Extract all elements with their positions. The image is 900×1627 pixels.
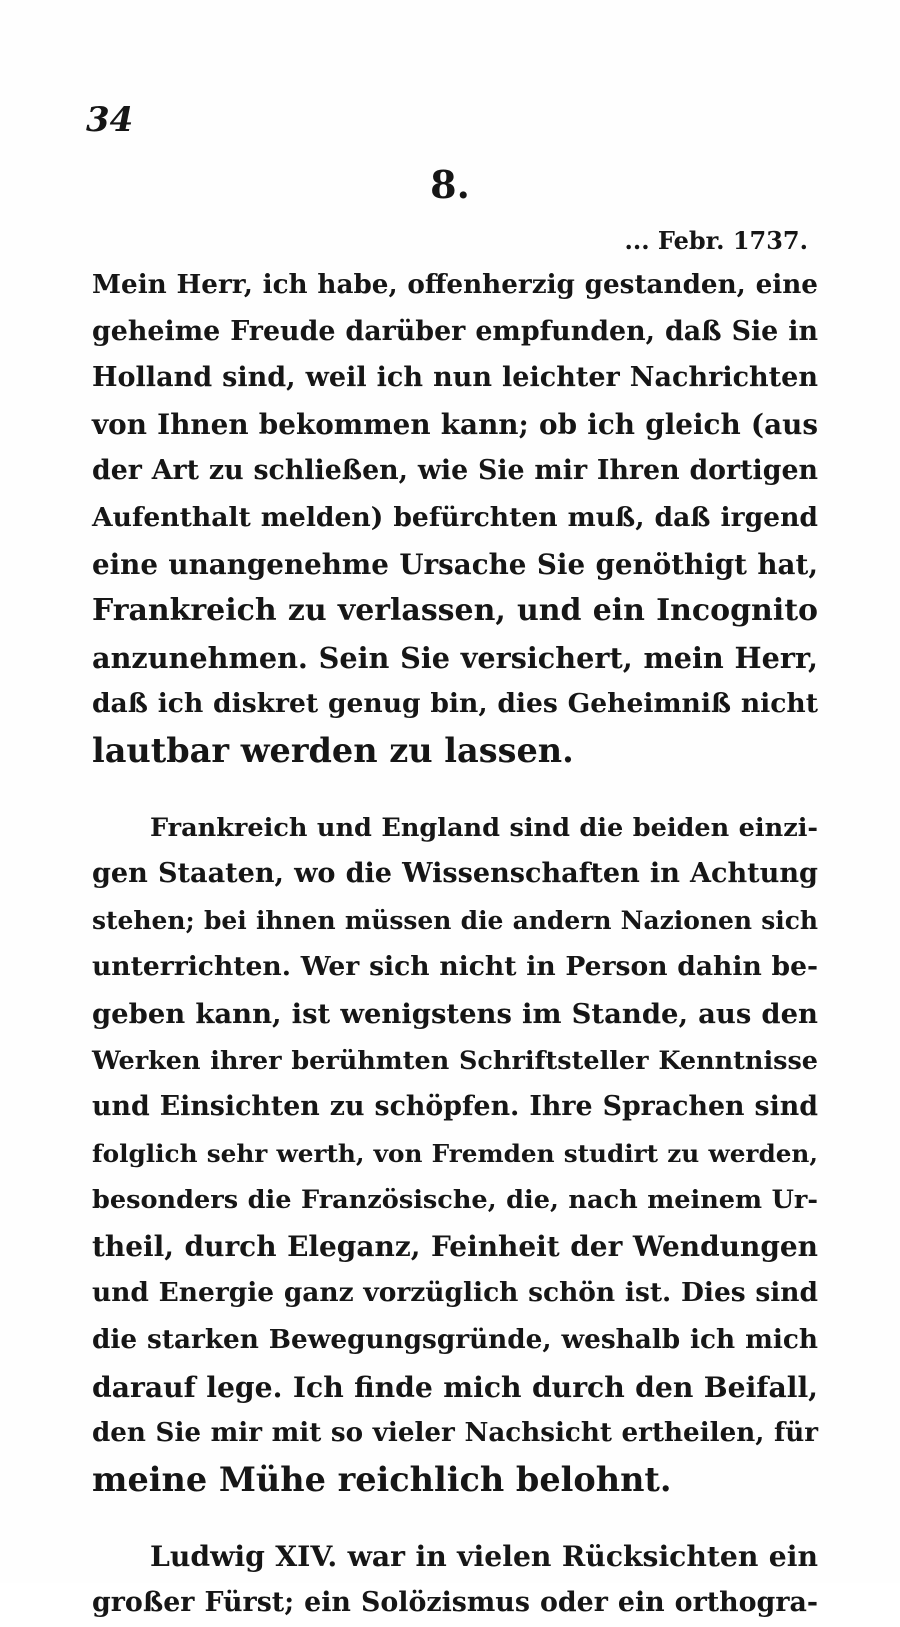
- text-line: eine unangenehme Ursache Sie genöthigt hat,: [92, 547, 818, 581]
- text-line: gen Staaten, wo die Wissenschaften in Achtung: [92, 858, 818, 890]
- text-line: theil, durch Eleganz, Feinheit der Wendungen: [92, 1229, 818, 1263]
- letter-dateline: ... Febr. 1737.: [624, 226, 808, 255]
- text-line: besonders die Französische, die, nach meinem Ur-: [92, 1185, 818, 1216]
- text-line: unterrichten. Wer sich nicht in Person dahin be-: [92, 951, 818, 983]
- text-line: lautbar werden zu lassen.: [92, 730, 574, 770]
- page-number: 34: [86, 100, 134, 140]
- text-line: von Ihnen bekommen kann; ob ich gleich (aus: [92, 407, 818, 441]
- text-line: und Einsichten zu schöpfen. Ihre Sprachen sind: [92, 1091, 818, 1123]
- text-line: daß ich diskret genug bin, dies Geheimniß nicht: [92, 688, 818, 720]
- text-line: den Sie mir mit so vieler Nachsicht ertheilen, für: [92, 1417, 818, 1449]
- paragraph-gap: [92, 1503, 818, 1533]
- text-line: Werken ihrer berühmten Schriftsteller Kenntnisse: [92, 1045, 818, 1076]
- text-line: Holland sind, weil ich nun leichter Nachrichten: [92, 362, 818, 394]
- text-line: Frankreich zu verlassen, und ein Incognito: [92, 593, 818, 629]
- paragraph-gap: [92, 775, 818, 805]
- text-line: darauf lege. Ich finde mich durch den Beifall,: [92, 1369, 818, 1404]
- text-line: und Energie ganz vorzüglich schön ist. Dies sind: [92, 1277, 818, 1309]
- text-line: anzunehmen. Sein Sie versichert, mein Herr,: [92, 640, 818, 675]
- text-line: Aufenthalt melden) befürchten muß, daß irgend: [92, 501, 818, 533]
- paragraph-1: [92, 262, 818, 775]
- text-line: der Art zu schließen, wie Sie mir Ihren dortigen: [92, 455, 818, 487]
- paragraph-2: [92, 805, 818, 1504]
- text-line: die starken Bewegungsgründe, weshalb ich mich: [92, 1324, 818, 1356]
- text-line: Frankreich und England sind die beiden einzi-: [150, 812, 818, 843]
- letter-number: 8.: [430, 162, 470, 207]
- letter-body: [92, 262, 818, 1627]
- text-line: geheime Freude darüber empfunden, daß Sie in: [92, 315, 818, 347]
- text-line: stehen; bei ihnen müssen die andern Nazionen sich: [92, 905, 818, 935]
- text-line: geben kann, ist wenigstens im Stande, aus den: [92, 997, 818, 1030]
- text-line: Mein Herr, ich habe, offenherzig gestanden, eine: [92, 269, 818, 300]
- text-line: meine Mühe reichlich belohnt.: [92, 1459, 672, 1499]
- paragraph-3: [92, 1533, 818, 1626]
- text-line: großer Fürst; ein Solözismus oder ein orthogra-: [92, 1587, 818, 1619]
- text-line: folglich sehr werth, von Fremden studirt zu werden,: [92, 1138, 818, 1168]
- text-line: Ludwig XIV. war in vielen Rücksichten ein: [150, 1539, 818, 1574]
